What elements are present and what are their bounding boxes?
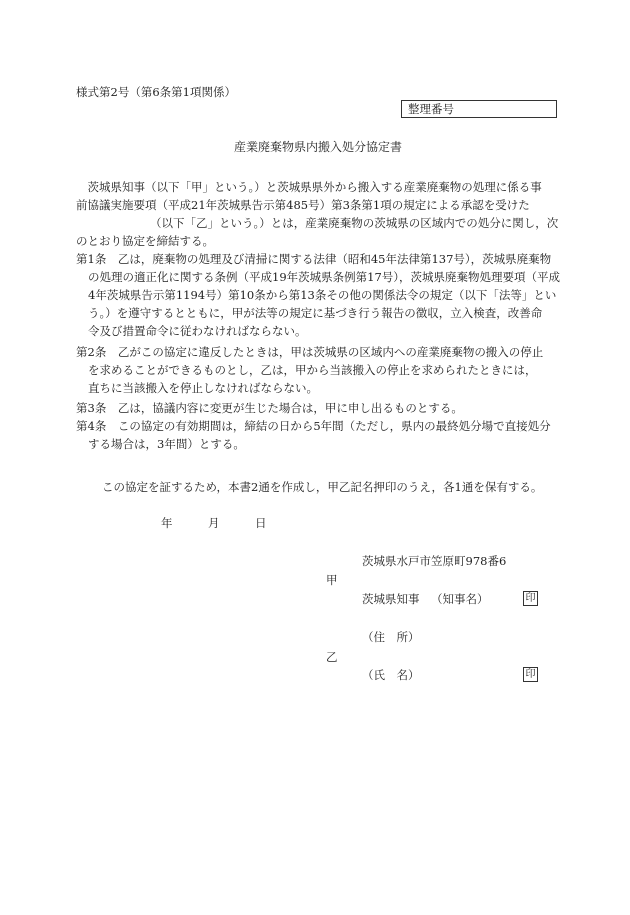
date-day: 日: [255, 516, 267, 530]
article-line: 4年茨城県告示第1194号）第10条から第13条その他の関係法令の規定（以下「法等」とい: [88, 288, 557, 302]
form-number: 様式第2号（第6条第1項関係）: [76, 85, 236, 99]
party-a-title: 茨城県知事: [362, 592, 420, 606]
intro-line: 茨城県知事（以下「甲」という。）と茨城県県外から搬入する産業廃棄物の処理に係る事: [76, 180, 542, 194]
party-a-label: 甲: [326, 573, 338, 587]
party-b-label: 乙: [326, 650, 338, 664]
article-line: う。）を遵守するとともに，甲が法等の規定に基づき行う報告の徴収，立入検査，改善命: [88, 306, 543, 320]
party-a-address: 茨城県水戸市笠原町978番6: [362, 554, 507, 568]
article-line: 第4条 この協定の有効期間は，締結の日から5年間（ただし，県内の最終処分場で直接処分: [76, 419, 551, 433]
party-b-address-label: （住 所）: [362, 630, 420, 644]
article-line: を求めることができるものとし，乙は，甲から当該搬入の停止を求められたときには，: [88, 363, 537, 377]
article-line: の処理の適正化に関する条例（平成19年茨城県条例第17号），茨城県廃棄物処理要項（平成: [88, 270, 561, 284]
article-line: する場合は，3年間）とする。: [88, 437, 245, 451]
intro-line: 前協議実施要項（平成21年茨城県告示第485号）第3条第1項の規定による承認を受けた: [76, 198, 530, 212]
intro-line: （以下「乙」という。）とは，産業廃棄物の茨城県の区域内での処分に関し，次: [150, 216, 559, 230]
article-line: 直ちに当該搬入を停止しなければならない。: [88, 381, 318, 395]
intro-line: のとおり協定を締結する。: [76, 234, 214, 248]
reference-number-box[interactable]: [401, 100, 557, 118]
date-year: 年: [161, 516, 173, 530]
party-b-seal: 印: [523, 667, 538, 682]
article-line: 第2条 乙がこの協定に違反したときは，甲は茨城県の区域内への産業廃棄物の搬入の停止: [76, 345, 544, 359]
date-month: 月: [208, 516, 220, 530]
article-line: 令及び措置命令に従わなければならない。: [88, 324, 307, 338]
article-line: 第1条 乙は，廃棄物の処理及び清掃に関する法律（昭和45年法律第137号），茨城県廃棄物: [76, 252, 552, 266]
article-line: 第3条 乙は，協議内容に変更が生じた場合は，甲に申し出るものとする。: [76, 401, 463, 415]
reference-number-label: 整理番号: [408, 102, 454, 116]
party-a-name-placeholder: （知事名）: [431, 592, 489, 606]
document-title: 産業廃棄物県内搬入処分協定書: [234, 140, 403, 154]
party-b-name-label: （氏 名）: [362, 668, 420, 682]
closing-statement: この協定を証するため，本書2通を作成し，甲乙記名押印のうえ，各1通を保有する。: [102, 480, 543, 494]
party-a-seal: 印: [523, 591, 538, 606]
